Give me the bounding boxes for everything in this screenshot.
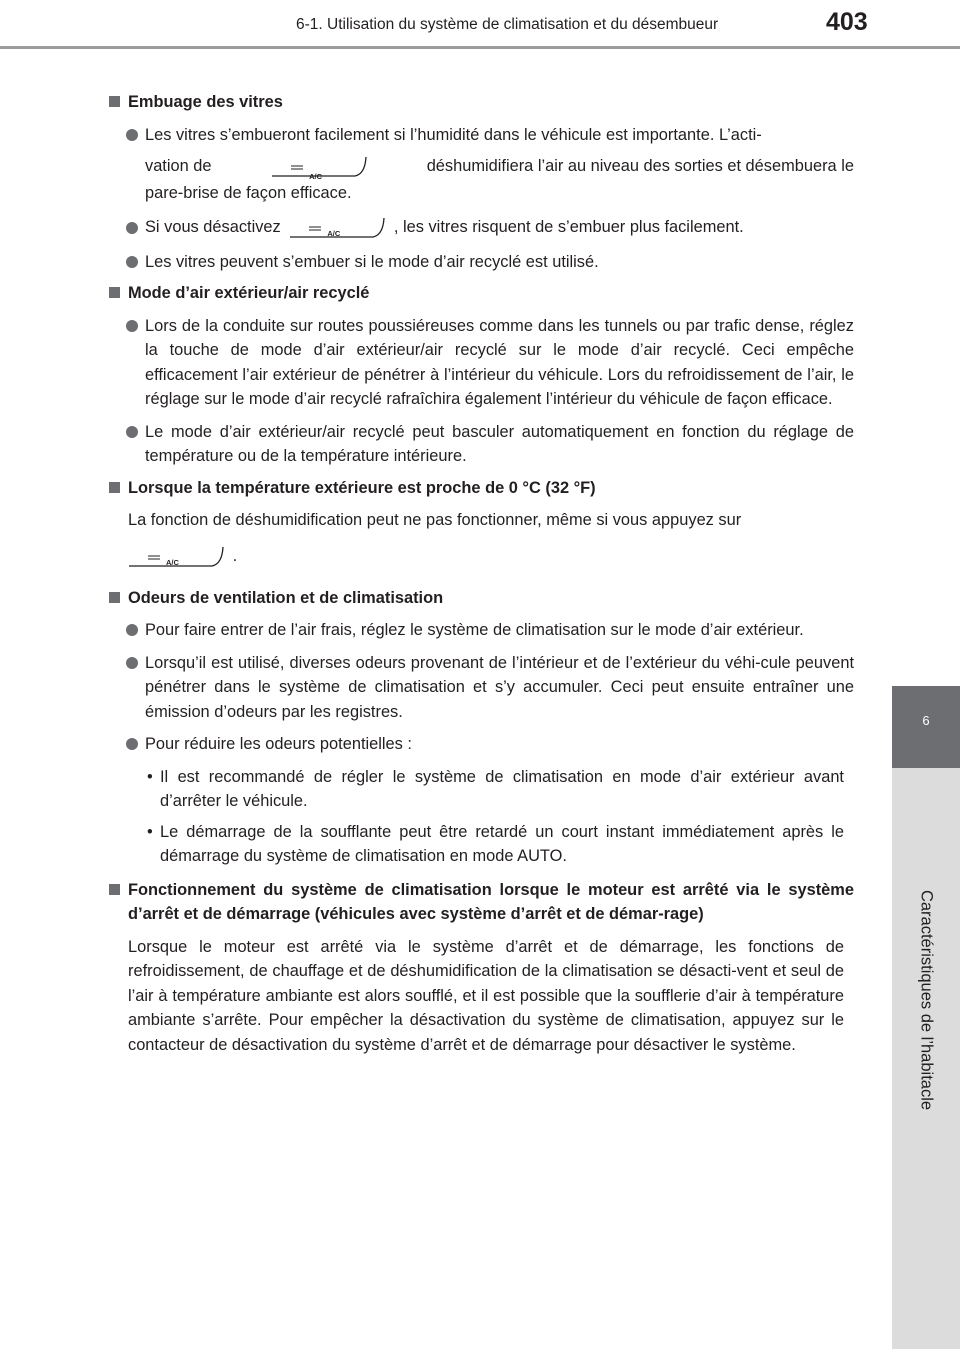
side-tab-number: 6 [922,713,930,728]
bullet-item [108,250,854,275]
heading-text: Odeurs de ventilation et de climatisation [128,588,444,607]
bullet-item [108,420,854,469]
circle-bullet-icon [126,129,138,141]
square-bullet-icon [109,96,120,107]
section-heading-stop-start [108,878,854,927]
bullet-text: pare-brise de façon efficace. [145,184,352,202]
page-content [108,90,854,1057]
header-rule [0,46,960,49]
heading-text: Embuage des vitres [128,93,283,111]
circle-bullet-icon [126,657,138,669]
section-heading-embuage [108,90,854,115]
sub-bullet-marker: • [147,822,153,841]
section-heading-temperature [108,476,854,501]
bullet-item [108,314,854,412]
paragraph: Lorsque le moteur est arrêté via le système d’arrêt et de démarrage, les fonctions de refroidissement, de chauffage et de déshumidification de la climatisation se désacti-vent et seul de l’air à température ambiante est alors soufflé, et il est possible que la soufflerie d’air à température ambiante s’arrête. Pour empêcher la désactivation du système de climatisation, appuyez sur le contacteur de désactivation du système d’arrêt et de démarrage pour désactiver le système. [128,937,844,1054]
bullet-text: Les vitres s’embueront facilement si l’humidité dans le véhicule est importante. L’acti- [145,125,762,144]
bullet-text: Lorsqu’il est utilisé, diverses odeurs provenant de l’intérieur et de l’extérieur du véhi-cule peuvent pénétrer dans le système de climatisation et s’y accumuler. Ceci peut ensuite entraîner une émission d’odeurs par les registres. [145,653,854,721]
circle-bullet-icon [126,256,138,268]
bullet-text: , les vitres risquent de s’embuer plus facilement. [393,217,744,236]
bullet-item [108,212,854,242]
bullet-item [108,651,854,725]
heading-text: Fonctionnement du système de climatisation lorsque le moteur est arrêté via le système d’arrêt et de démarrage (véhicules avec système d’arrêt et de démar-rage) [128,880,854,923]
square-bullet-icon [109,592,120,603]
sub-bullet-text: Le démarrage de la soufflante peut être retardé un court instant immédiatement après le démarrage du système de climatisation en mode AUTO. [160,822,844,865]
heading-text: Mode d’air extérieur/air recyclé [128,284,370,302]
sub-bullet-item [108,820,854,869]
ac-button-icon [128,545,224,567]
page-number: 403 [826,8,868,36]
bullet-text: Pour réduire les odeurs potentielles : [145,735,412,753]
ac-button-label: A/C [309,172,323,181]
circle-bullet-icon [126,222,138,234]
heading-text: Lorsque la température extérieure est proche de 0 °C (32 °F) [128,478,596,497]
bullet-text: Le mode d’air extérieur/air recyclé peut basculer automatiquement en fonction du réglage de température ou de la température intérieure. [145,422,854,465]
bullet-text: vation de [145,157,212,175]
bullet-text: déshumidifiera l’air au niveau des sorties et désembuera le [426,157,854,175]
bullet-item [108,123,854,206]
bullet-text: Les vitres peuvent s’embuer si le mode d’air recyclé est utilisé. [145,252,599,271]
bullet-item [108,732,854,757]
paragraph-text: . [232,546,238,565]
bullet-text: Pour faire entrer de l’air frais, réglez le système de climatisation sur le mode d’air extérieur. [145,621,804,639]
ac-button-icon [271,155,367,181]
sub-bullet-marker: • [147,767,153,786]
inline-button-line [108,541,854,579]
ac-button-label: A/C [327,229,341,239]
square-bullet-icon [109,482,120,493]
bullet-text: Si vous désactivez [145,217,281,236]
ac-button-label: A/C [166,558,179,568]
circle-bullet-icon [126,320,138,332]
circle-bullet-icon [126,624,138,636]
bullet-text: Lors de la conduite sur routes poussiéreuses comme dans les tunnels ou par trafic dense, réglez la touche de mode d’air extérieur/air recyclé sur le mode d’air recyclé. Ceci empêche efficacement l’air extérieur de pénétrer à l’intérieur du véhicule. Lors du refroidissement de l’air, le réglage sur le mode d’air recyclé rafraîchira également l’intérieur du véhicule de façon efficace. [145,316,854,408]
section-heading-odeurs [108,586,854,611]
ac-button-icon [289,216,385,238]
circle-bullet-icon [126,738,138,750]
side-tab-label: Caractéristiques de l’habitacle [917,889,936,1111]
paragraph: La fonction de déshumidification peut ne pas fonctionner, même si vous appuyez sur [128,511,742,529]
sub-bullet-item [108,765,854,814]
side-tab-top [892,50,960,686]
square-bullet-icon [109,884,120,895]
bullet-item [108,618,854,643]
square-bullet-icon [109,287,120,298]
sub-bullet-text: Il est recommandé de régler le système de climatisation en mode d’air extérieur avant d’arrêter le véhicule. [160,767,844,810]
section-heading-mode-air [108,281,854,306]
header-title: 6-1. Utilisation du système de climatisation et du désembueur [296,16,719,33]
inline-button-line [145,147,854,185]
circle-bullet-icon [126,426,138,438]
